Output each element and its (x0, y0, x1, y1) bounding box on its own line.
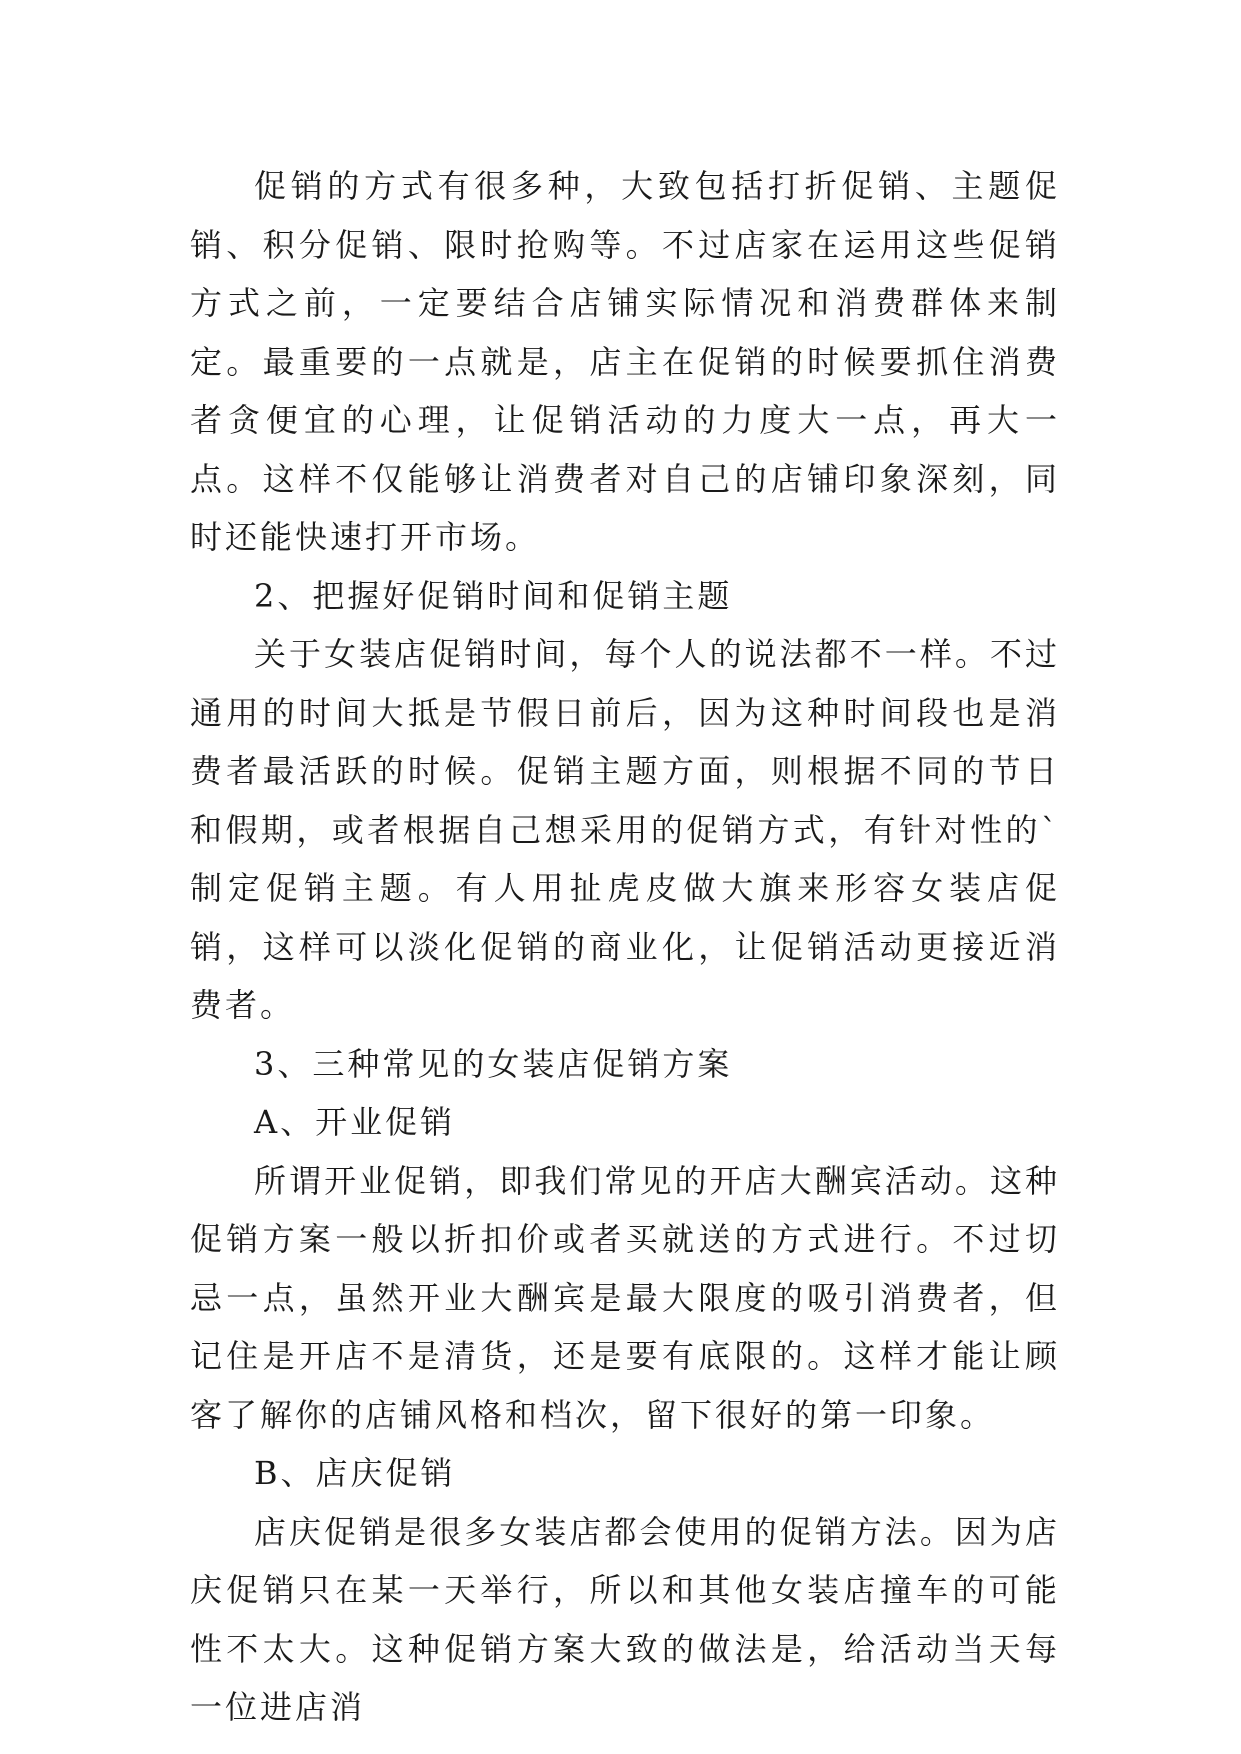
heading-opening-promotion: A、开业促销 (254, 1103, 456, 1141)
heading-anniversary-promotion: B、店庆促销 (254, 1454, 456, 1492)
paragraph-anniversary-promotion: 店庆促销是很多女装店都会使用的促销方法。因为店庆促销只在某一天举行，所以和其他女装店撞车的可能性不太大。这种促销方案大致的做法是，给活动当天每一位进店消 (190, 1512, 1060, 1726)
heading-timing-and-theme: 2、把握好促销时间和促销主题 (254, 576, 733, 615)
document-body (190, 157, 1060, 1737)
paragraph-opening-promotion: 所谓开业促销，即我们常见的开店大酬宾活动。这种促销方案一般以折扣价或者买就送的方式进行。不过切忌一点，虽然开业大酬宾是最大限度的吸引消费者，但记住是开店不是清货，还是要有底限的。这样才能让顾客了解你的店铺风格和档次，留下很好的第一印象。 (190, 1161, 1060, 1434)
paragraph-promotion-methods: 促销的方式有很多种，大致包括打折促销、主题促销、积分促销、限时抢购等。不过店家在运用这些促销方式之前，一定要结合店铺实际情况和消费群体来制定。最重要的一点就是，店主在促销的时候要抓住消费者贪便宜的心理，让促销活动的力度大一点，再大一点。这样不仅能够让消费者对自己的店铺印象深刻，同时还能快速打开市场。 (190, 167, 1060, 556)
heading-three-plans: 3、三种常见的女装店促销方案 (254, 1044, 733, 1083)
paragraph-timing-and-theme: 关于女装店促销时间，每个人的说法都不一样。不过通用的时间大抵是节假日前后，因为这种时间段也是消费者最活跃的时候。促销主题方面，则根据不同的节日和假期，或者根据自己想采用的促销方式，有针对性的`制定促销主题。有人用扯虎皮做大旗来形容女装店促销，这样可以淡化促销的商业化，让促销活动更接近消费者。 (190, 635, 1060, 1024)
